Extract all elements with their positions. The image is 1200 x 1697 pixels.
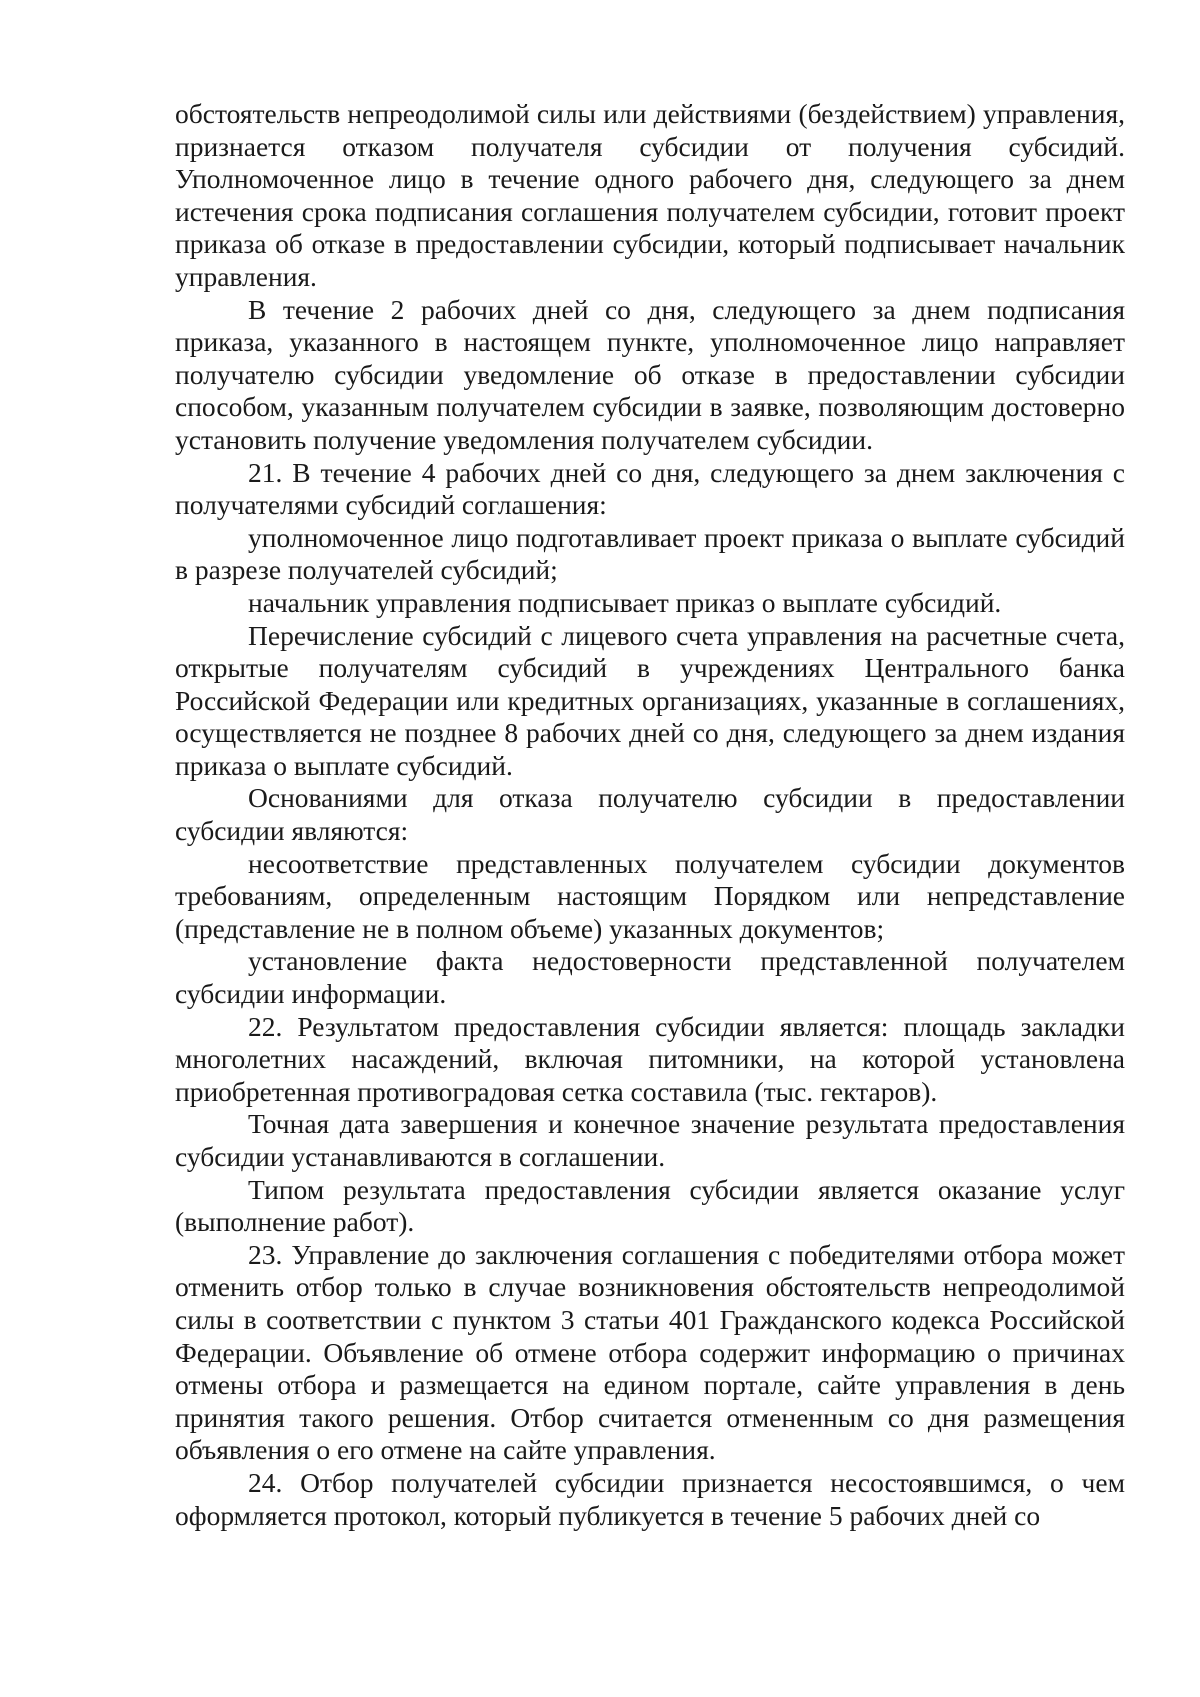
paragraph: обстоятельств непреодолимой силы или действиями (бездействием) управления, признается отказом получателя субсидии от получения субсидий. Уполномоченное лицо в течение одного рабочего дня, следующего за днем истечения срока подписания соглашения получателем субсидии, готовит проект приказа об отказе в предоставлении субсидии, который подписывает начальник управления. xyxy=(175,98,1125,292)
paragraph: начальник управления подписывает приказ о выплате субсидий. xyxy=(248,586,1002,618)
paragraph: несоответствие представленных получателем субсидии документов требованиям, определенным настоящим Порядком или непредставление (представление не в полном объеме) указанных документов; xyxy=(175,847,1125,944)
paragraph: 23. Управление до заключения соглашения с победителями отбора может отменить отбор только в случае возникновения обстоятельств непреодолимой силы в соответствии с пунктом 3 статьи 401 Гражданского кодекса Российской Федерации. Объявление об отмене отбора содержит информацию о причинах отмены отбора и размещается на едином портале, сайте управления в день принятия такого решения. Отбор считается отмененным со дня размещения объявления о его отмене на сайте управления. xyxy=(175,1238,1125,1466)
paragraph: Типом результата предоставления субсидии является оказание услуг (выполнение работ). xyxy=(175,1173,1125,1238)
paragraph: Перечисление субсидий с лицевого счета управления на расчетные счета, открытые получателям субсидий в учреждениях Центрального банка Российской Федерации или кредитных организациях, указанные в соглашениях, осуществляется не позднее 8 рабочих дней со дня, следующего за днем издания приказа о выплате субсидий. xyxy=(175,619,1125,781)
paragraph: 21. В течение 4 рабочих дней со дня, следующего за днем заключения с получателями субсидий соглашения: xyxy=(175,456,1125,521)
paragraph: 24. Отбор получателей субсидии признается несостоявшимся, о чем оформляется протокол, который публикуется в течение 5 рабочих дней со xyxy=(175,1466,1125,1531)
paragraph: В течение 2 рабочих дней со дня, следующего за днем подписания приказа, указанного в настоящем пункте, уполномоченное лицо направляет получателю субсидии уведомление об отказе в предоставлении субсидии способом, указанным получателем субсидии в заявке, позволяющим достоверно установить получение уведомления получателем субсидии. xyxy=(175,293,1125,455)
paragraph: 22. Результатом предоставления субсидии является: площадь закладки многолетних насаждений, включая питомники, на которой установлена приобретенная противоградовая сетка составила (тыс. гектаров). xyxy=(175,1010,1125,1107)
paragraph: Точная дата завершения и конечное значение результата предоставления субсидии устанавливаются в соглашении. xyxy=(175,1108,1125,1172)
paragraph: уполномоченное лицо подготавливает проект приказа о выплате субсидий в разрезе получателей субсидий; xyxy=(175,521,1125,586)
paragraph: установление факта недостоверности представленной получателем субсидии информации. xyxy=(175,945,1125,1010)
paragraph: Основаниями для отказа получателю субсидии в предоставлении субсидии являются: xyxy=(175,782,1125,847)
document-body xyxy=(175,98,1125,1532)
